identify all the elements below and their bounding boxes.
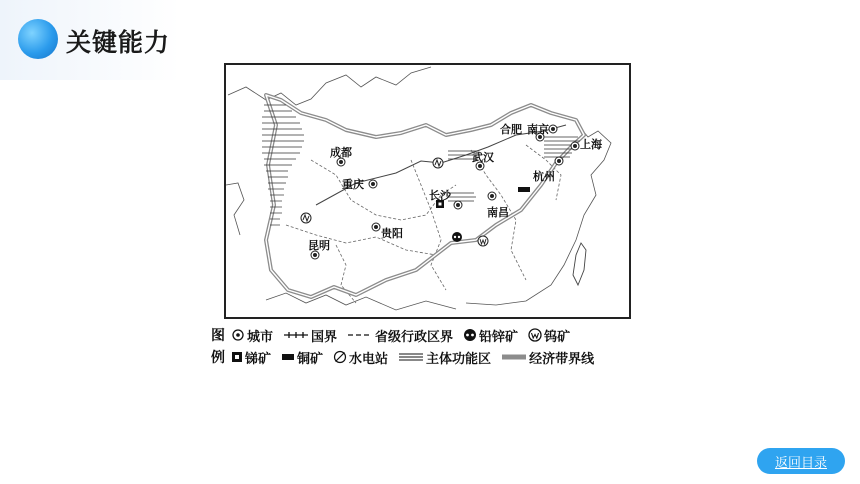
provincial-border-icon (347, 329, 373, 341)
legend-label-city: 城市 (247, 329, 274, 345)
header-badge-icon (18, 19, 58, 59)
map-legend (211, 324, 661, 368)
city-label-hangzhou: 杭州 (533, 170, 555, 183)
city-icon (231, 328, 245, 342)
city-label-chongqing: 重庆 (342, 178, 364, 191)
hydropower-icon (433, 158, 443, 168)
city-label-hefei: 合肥 (500, 123, 522, 136)
taiwan-island (573, 243, 586, 285)
city-label-chengdu: 成都 (330, 146, 352, 159)
copper-icon (281, 351, 295, 363)
main-function-zone-west (262, 105, 304, 225)
legend-label-provincial-border: 省级行政区界 (375, 329, 454, 345)
back-to-contents-button[interactable]: 返回目录 (757, 448, 845, 474)
legend-item-copper (281, 348, 323, 367)
legend-item-national-border (283, 326, 337, 345)
city-marker-changsha (454, 201, 462, 209)
copper-icon (518, 187, 530, 192)
legend-label-antimony: 锑矿 (245, 351, 272, 367)
legend-item-city (231, 326, 273, 345)
legend-label-lead-zinc: 铅锌矿 (479, 329, 519, 345)
city-marker-nanjing (549, 125, 557, 133)
tungsten-icon (528, 328, 542, 342)
legend-label-national-border: 国界 (311, 329, 338, 345)
north-outline (228, 67, 431, 105)
main-function-zone-changsha (448, 193, 476, 201)
legend-label-hydropower: 水电站 (349, 351, 389, 367)
city-marker-shanghai (571, 142, 579, 150)
economic-belt-icon (501, 351, 527, 363)
legend-item-provincial-border (347, 326, 453, 345)
city-label-nanchang: 南昌 (487, 206, 509, 219)
legend-item-tungsten (528, 326, 570, 345)
legend-label-copper: 铜矿 (297, 351, 324, 367)
city-label-kunming: 昆明 (308, 239, 330, 252)
legend-label-economic-belt: 经济带界线 (529, 351, 595, 367)
legend-row-2 (211, 346, 661, 368)
city-marker-chongqing (369, 180, 377, 188)
city-marker-guiyang (372, 223, 380, 231)
west-outline (226, 183, 244, 235)
hydropower-icon (333, 350, 347, 364)
map-figure (224, 63, 631, 319)
page-title: 关键能力 (66, 28, 171, 57)
antimony-icon (231, 351, 243, 363)
city-marker-nanchang (488, 192, 496, 200)
city-label-guiyang: 贵阳 (381, 227, 403, 240)
legend-heading-bottom: 例 (211, 350, 225, 366)
legend-item-main-function-zone (398, 348, 491, 367)
legend-label-main-function-zone: 主体功能区 (426, 351, 492, 367)
legend-label-tungsten: 钨矿 (544, 329, 571, 345)
legend-item-hydropower (333, 348, 388, 367)
lead-zinc-icon (463, 328, 477, 342)
legend-heading-top: 图 (211, 328, 225, 344)
map-canvas (226, 65, 629, 317)
legend-item-lead-zinc (463, 326, 518, 345)
legend-item-antimony (231, 348, 271, 367)
city-label-nanjing: 南京 (527, 123, 549, 136)
south-outline (266, 293, 456, 310)
city-label-wuhan: 武汉 (472, 151, 494, 164)
legend-row-1 (211, 324, 661, 346)
city-label-changsha: 长沙 (429, 189, 451, 202)
tungsten-icon (478, 236, 488, 246)
national-border-icon (283, 329, 309, 341)
lead-zinc-icon (452, 232, 462, 242)
city-marker-hangzhou (555, 157, 563, 165)
hydropower-icon (301, 213, 311, 223)
main-function-zone-icon (398, 351, 424, 363)
legend-item-economic-belt (501, 348, 594, 367)
city-label-shanghai: 上海 (580, 138, 602, 151)
